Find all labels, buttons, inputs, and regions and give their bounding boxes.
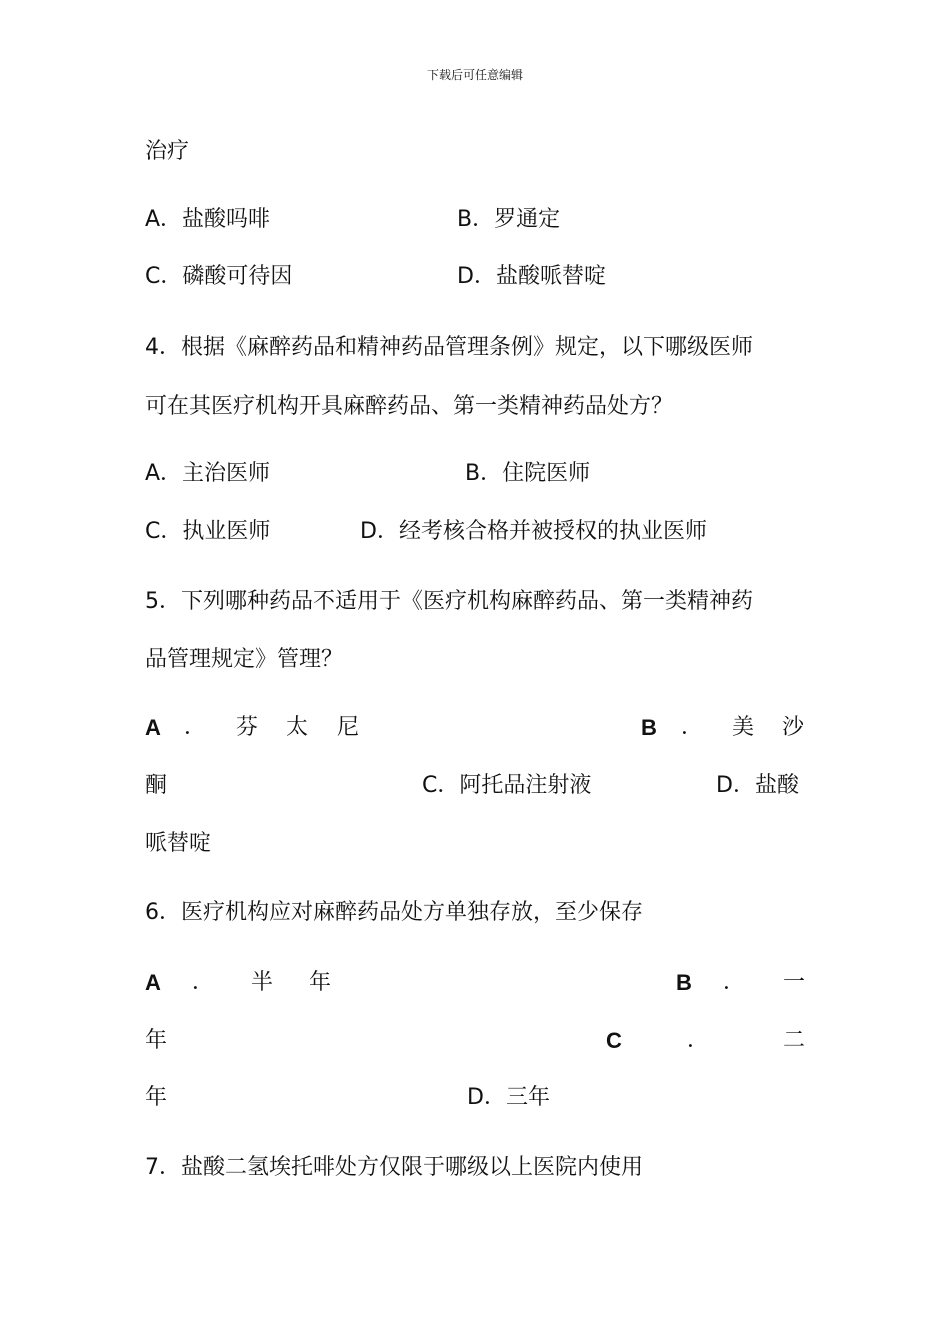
q6-r1-option-b-letter: B (676, 970, 692, 995)
q4-option-d: D．经考核合格并被授权的执业医师 (360, 519, 707, 544)
q5-r1-char: 美 (732, 715, 755, 740)
q3-tail-text: 治疗 (145, 139, 190, 164)
q5-r1-char: 尼 (337, 715, 360, 740)
q5-r2-text: 酮 (145, 773, 168, 798)
q6-r2-text: 年 (145, 1028, 168, 1053)
q6-question-line1: 6．医疗机构应对麻醉药品处方单独存放，至少保存 (145, 900, 643, 925)
q7-question-line1: 7．盐酸二氢埃托啡处方仅限于哪级以上医院内使用 (145, 1155, 643, 1180)
q3-option-b: B．罗通定 (457, 207, 561, 232)
q3-option-a: A．盐酸吗啡 (145, 207, 271, 232)
q5-question-line1: 5．下列哪种药品不适用于《医疗机构麻醉药品、第一类精神药 (145, 589, 753, 614)
q5-r1-dot: ． (184, 715, 207, 740)
q6-r1-char: 半 (251, 970, 274, 995)
q6-r1-char: 年 (309, 970, 332, 995)
q4-option-b: B．住院医师 (465, 461, 591, 486)
q6-option-d: D．三年 (467, 1085, 550, 1110)
q5-r1-char: 芬 (236, 715, 259, 740)
q6-r2-option-c-letter: C (606, 1028, 622, 1053)
q3-option-d: D．盐酸哌替啶 (457, 264, 606, 289)
q6-r1-dot: ． (192, 970, 215, 995)
q3-option-c: C．磷酸可待因 (145, 264, 293, 289)
q4-question-line2: 可在其医疗机构开具麻醉药品、第一类精神药品处方？ (145, 394, 674, 419)
q5-r1-char: 沙 (782, 715, 805, 740)
q5-r1-option-b-letter: B (641, 715, 657, 740)
q5-question-line2: 品管理规定》管理？ (145, 647, 344, 672)
q4-option-c: C．执业医师 (145, 519, 271, 544)
q6-r2-char: 二 (783, 1028, 806, 1053)
q6-r1-option-a-letter: A (145, 970, 161, 995)
q5-r1-option-a-letter: A (145, 715, 161, 740)
q6-r1-dot: ． (723, 970, 746, 995)
q5-r1-char: 太 (286, 715, 309, 740)
q6-r2-dot: ． (687, 1028, 710, 1053)
q5-r3-text: 哌替啶 (145, 831, 212, 856)
q5-r1-dot: ． (681, 715, 704, 740)
q6-r3-text: 年 (145, 1085, 168, 1110)
q4-question-line1: 4．根据《麻醉药品和精神药品管理条例》规定，以下哪级医师 (145, 335, 753, 360)
q5-option-d: D．盐酸 (716, 773, 799, 798)
q6-r1-char: 一 (783, 970, 806, 995)
q4-option-a: A．主治医师 (145, 461, 271, 486)
q5-option-c: C．阿托品注射液 (422, 773, 592, 798)
page-header: 下载后可任意编辑 (426, 68, 523, 82)
